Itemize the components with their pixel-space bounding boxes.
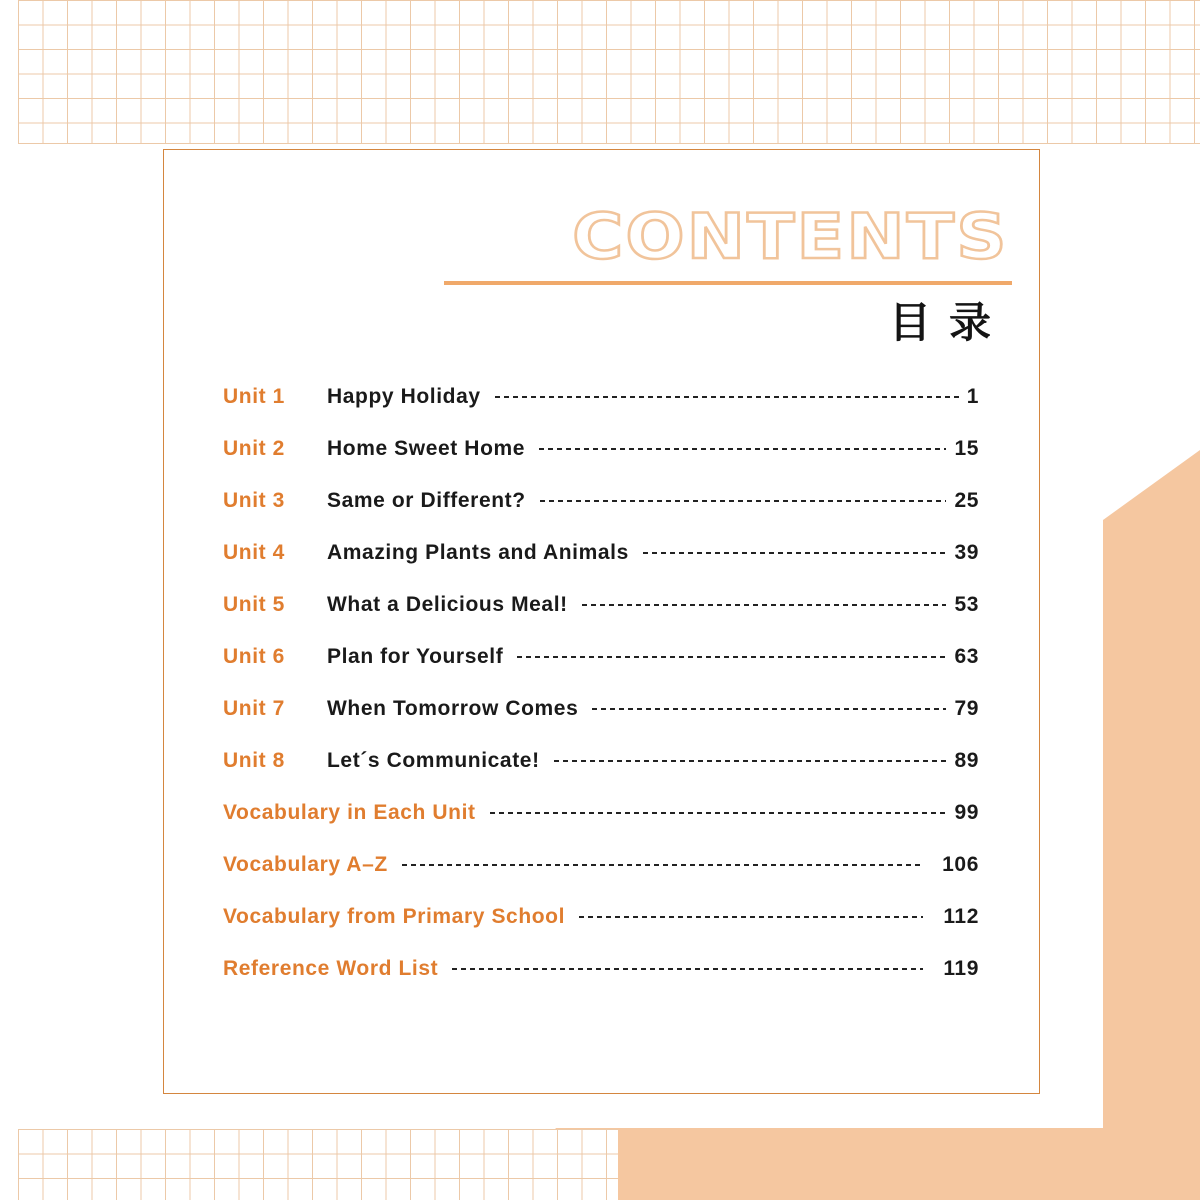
dot-leader [517,656,946,658]
dot-leader [643,552,947,554]
page-number: 53 [954,593,979,616]
dot-leader [582,604,947,606]
unit-number: Unit 8 [223,749,285,772]
unit-number: Unit 1 [223,385,285,408]
unit-number: Unit 3 [223,489,285,512]
toc-entry-unit-6[interactable] [223,631,979,683]
unit-title: Same or Different? [327,489,526,512]
toc-entry-unit-8[interactable] [223,735,979,787]
page-number: 89 [954,749,979,772]
unit-title: When Tomorrow Comes [327,697,579,720]
toc-entry-vocabulary-a-z[interactable] [223,839,979,891]
toc-entry-unit-2[interactable] [223,423,979,475]
page-number: 99 [954,801,979,824]
dot-leader [579,916,923,918]
dot-leader [540,500,947,502]
dot-leader [402,864,922,866]
dot-leader [592,708,946,710]
toc-entry-reference-word-list[interactable] [223,943,979,995]
appendix-title: Vocabulary in Each Unit [223,801,476,824]
page-number: 15 [954,437,979,460]
dot-leader [554,760,947,762]
toc-entry-unit-4[interactable] [223,527,979,579]
unit-title: Home Sweet Home [327,437,526,460]
page-number: 39 [954,541,979,564]
unit-number: Unit 5 [223,593,285,616]
page-number: 106 [942,853,979,876]
toc-entry-unit-3[interactable] [223,475,979,527]
unit-title: Plan for Yourself [327,645,504,668]
unit-number: Unit 2 [223,437,285,460]
unit-number: Unit 7 [223,697,285,720]
page-number: 1 [966,385,979,408]
appendix-title: Vocabulary from Primary School [223,905,566,928]
grid-pattern-bottom [18,1129,618,1200]
toc-entry-vocabulary-each-unit[interactable] [223,787,979,839]
title-divider [444,281,1012,285]
dot-leader [452,968,923,970]
toc-entry-unit-7[interactable] [223,683,979,735]
appendix-title: Vocabulary A–Z [223,853,388,876]
page-number: 25 [954,489,979,512]
contents-title-chinese: 目录 [888,298,1009,347]
unit-title: Amazing Plants and Animals [327,541,629,564]
contents-title: CONTENTS [572,200,1009,273]
page-number: 79 [954,697,979,720]
toc-entry-vocabulary-primary-school[interactable] [223,891,979,943]
unit-title: Happy Holiday [327,385,481,408]
page-number: 119 [943,957,979,980]
page-number: 112 [943,905,979,928]
page-number: 63 [954,645,979,668]
contents-card [163,149,1040,1094]
unit-title: Let´s Communicate! [327,749,540,772]
appendix-title: Reference Word List [223,957,439,980]
dot-leader [495,396,959,398]
dot-leader [539,448,946,450]
dot-leader [490,812,947,814]
unit-number: Unit 4 [223,541,285,564]
grid-pattern-top [18,0,1200,144]
toc-entry-unit-1[interactable] [223,371,979,423]
unit-title: What a Delicious Meal! [327,593,568,616]
unit-number: Unit 6 [223,645,285,668]
table-of-contents [223,371,979,995]
toc-entry-unit-5[interactable] [223,579,979,631]
